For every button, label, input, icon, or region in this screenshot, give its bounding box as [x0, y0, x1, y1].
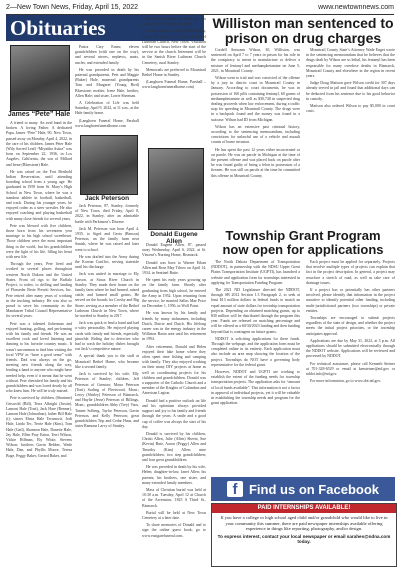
- article-paragraph: However, NDDOT and UGPTI are working to establish the extent of the funding needs for township transportation projects. The application asks for “amount of local funds available”. This information is not a factor in approval of individual projects, yet it will be valuable in establishing the township needs and program for the grant application.: [211, 370, 300, 406]
- obituary-photo-allen: [148, 148, 204, 230]
- obit-paragraph: (Langhoen Funeral Home, Parshall www.langhoenfuneralhome.com: [75, 118, 139, 128]
- obit-paragraph: Burial will be held at New Town Cemetery at a later date.: [142, 510, 206, 520]
- article-paragraph: Each project must be applied for separately. Projects that involve multiple types of projects can explain that fact in the project description. In general, a project may resurface a stretch of road, as well as take care of drainage issues.: [306, 260, 395, 285]
- obit-paragraph: Donald is survived by his children, Christi Allen, Julie (Allen) Sheets; Sue (Kevin) Bute, Aaron (Peggy) Allen and Timothy (Kim) Allen; nine grandchildren; two step grandchildren; and four great grandchildren.: [142, 431, 206, 462]
- article-paragraph: The 2021 ND Legislature directed the NDDOT, through SB 2012 Section 1.3 Paragraph 2, to seek at least $13 million dollars in federal funds to match an equal amount of state dollars for township transportation projects. Depending on obtained matching grants, up to $30 million will be distributed through the program this year. Funds are released on matching percentage and will be offered as a 60/30/2023 funding and then funding beyond that is contingent on future grants.: [211, 288, 300, 334]
- obit-paragraph: He was known by his family and friends by many nicknames, including Dutch, Dutcie and Dutch. His lifelong career was in the energy industry in the Williston Basin area until his retirement in 1994.: [142, 311, 206, 342]
- obit-paragraph: Mass of Christian burial was held at 10:30 a.m. Tuesday, April 12 at Church of the Ascension, 1825 S Third St., Bismarck.: [142, 487, 206, 508]
- obit-paragraph: Pete was blessed with five children, those born from his seventeen year marriage to his high school sweetheart. Those children were the most important thing in the world, but his grandchildren were the light of his life, filling his heart with new life.: [6, 223, 72, 260]
- facebook-icon: f: [227, 481, 243, 497]
- obituary-photo-hale: [10, 45, 70, 111]
- obituary-column-peterson-top: [75, 45, 139, 133]
- internship-ad-body: If you have a college or high school aged child and/or grandchild who would like to live in your community this summer, there are paid newspaper internships available offering experience in things like reporting, photography, and/or design.: [220, 515, 388, 532]
- obit-paragraph: To share memories of Donald and to sign the online guest book, go to www.eastgatefuneral.com.: [142, 523, 206, 538]
- obit-paragraph: A special thank you to the staff at Mountrail Bethel Home, who became like a second family.: [75, 354, 139, 369]
- obit-paragraph: He was preceded in death by his wife, Helen; daughter-in-law, Janet Allen; his parents; his brothers, one sister, and many extended family members.: [142, 465, 206, 485]
- obit-paragraph: Jack Peterson, 87, Stanley, formerly of New Town, died Friday, April 8, 2022, in Stanley, after an admirable battle with Parkinson’s Disease.: [75, 204, 139, 224]
- obit-paragraph: He was drafted into the Army during the Korean Conflict, serving stateside until his discharge.: [75, 254, 139, 270]
- article-paragraph: For more information, go to www.dot.nd.gov.: [310, 379, 382, 384]
- obit-paragraph: Through the years, Pete lived and worked in several places throughout western North Dakota and the United States. From oil rigs to the Buffalo Project, to rodeo, to drilling and landing of Flasseder Berie Prewitt Services, Inc. Pete retired after many years of working in the trucking industry. He was also so proud to serve his community as the Mandaaree Tribal Council Representative for several years.: [6, 262, 72, 319]
- obit-paragraph: Pete is survived by children, (Sharinne) Griswold (Bill), Terra Albright (Justin), Lamont Hale (Toni), Jack Hare (Renner), Lamont Hale (Johnathan), father Bill Hale (t); sisters Ehsia Hale Tecumwit, Jodi Hale, Linda Tec, Terrie Hale (Kim), Tom Hale (Gail), Shannon Hale, Danette Hale, Jay Hale, Ellen Pray Eaton, Terri Wilson, Vickie Hillman, Ely White, Stevens Wilson; brothers Gavin Bebber, Wade Hale, Dan, and Phyllis Moore, Teresa Boge, Peggy Baker, Gerard Baker, and: [6, 396, 72, 458]
- obit-paragraph: Donald Eugene Allen, 87, passed away Wednesday, April 6, 2022, at St. Vincent’s Nursing Home, Bismarck.: [142, 243, 206, 258]
- obit-paragraph: Donald had a positive outlook on life and his optimism always provided support and joy to his family and friends through the years. A smile and a good cup of coffee was always the start of his day.: [142, 398, 206, 429]
- obituary-caption-hale: James “Pete” Hale: [7, 111, 71, 118]
- article-paragraph: Applications are due by May 31, 2022, at 5 p.m. All applications should be submitted electronically through the NDDOT website. Applications will be reviewed and processed by NDDOT.: [306, 338, 395, 359]
- article-paragraph: Townships are encouraged to submit projects regardless of the state of design, and whether the project meets the initial project priorities, or the township anticipates approval.: [306, 316, 395, 336]
- section-title: Obituaries: [10, 16, 106, 40]
- article-paragraph: Mountrail County State’s Attorney Wade Enget wrote in the sentencing memorandum that he believes that the drugs dealt by Wilson are so lethal, his fentanyl has been responsible for many overdose deaths in Bismarck, Mountrail County and elsewhere in the region in recent years.: [306, 48, 395, 79]
- article-headline-township: Township Grant Program now open for applications: [222, 228, 384, 257]
- facebook-banner[interactable]: [211, 477, 395, 501]
- obit-paragraph: Pastor Cary Emeu; eleven grandchildren (with one on the way); and several nieces, nephews, aunts, uncles, and extended family.: [75, 45, 139, 65]
- obit-paragraph: Pete was a talented fisherman and enjoyed hunting, golfing, and performing with his family and friends. He was an excellent cook and loved listening and dancing to his favorite country music. It wasn’t uncommon to find him visiting the local VFW as “have a good sense” with friends. Dad was always on the go, meeting new friends along the way, lending a hand to anyone who might have needed help, even if it meant that he went without. Pete cherished his family and his grandchildren and was loved dearly by all who knew him. He will be truly missed.: [6, 321, 72, 394]
- obit-paragraph: He spent his early years growing up on the family farm. Shortly after graduating from high school, he entered the Army in 1952. Upon returning from the service, he married Sallas Mae Price on December 1, 1956, in Wolf Point.: [142, 278, 206, 309]
- internship-ad-contact: To express interest, contact your local newspaper or email sarahes@ndna.com today.: [217, 533, 391, 544]
- article-column-williston-right: [306, 48, 395, 226]
- page-date-line: 2—New Town News, Friday, April 15, 2022: [6, 4, 139, 11]
- article-column-township-left: [211, 260, 300, 474]
- obituary-caption-allen: Donald Eugene Allen: [150, 231, 198, 245]
- obit-paragraph: Memorials are preferred to Mountrail Bethel Home in Stanley.: [142, 67, 206, 78]
- internship-ad-title: PAID INTERNSHIPS AVAILABLE!: [212, 504, 396, 513]
- internship-ad: [211, 503, 397, 567]
- article-headline-williston: Williston man sentenced to prison on drug charges: [212, 15, 394, 46]
- obit-paragraph: (Langhoen Funeral Home, Parshall – www.langhoenfuneralhome.com): [142, 80, 206, 90]
- obituary-column-hale: [6, 121, 72, 565]
- obit-paragraph: After retirement, Donald and Helen enjoyed their lake home where they often spent time fishing and camping with family. They also enjoyed working on their many DIY projects at home as well as coordinating projects for his children and grandchildren. Donald was a supporter of the Catholic Church and a member of the Knights of Columbus and American Legion.: [142, 344, 206, 396]
- obituary-column-peterson: [75, 204, 139, 565]
- article-paragraph: Cordell Antwann Wilson, 30, Williston, was sentenced on April 7 to 7 years in prison for his role in the conspiracy to intent to manufacture or deliver a mixture of fentanyl and methamphetamine on June 5, 2021, in Mountrail County.: [211, 48, 300, 73]
- obit-paragraph: He was raised on the Fort Berthold Indian Reservation, until attending boarding school from a young age. He graduated in 1959 from St. Mary’s High School in New Town, where he was a standout athlete in football, basketball, and track. During his younger years, he enjoyed rodeo as a steer wrestler. He also enjoyed coaching and playing basketball with many close friends for several years.: [6, 169, 72, 221]
- article-paragraph: He has spent the past 12 years either incarcerated or on parole. He was on parole in Michigan at the time of the present offense and was placed back on parole after he was found guilty of being a felon in possession of a firearm. He was still on parole at the time he committed this offense in Mountrail County.: [211, 147, 300, 178]
- obit-paragraph: Donald was born to Warner Ethan Allen and Rose May Tilrow on April 14, 1934, in Sentinel Butte.: [142, 260, 206, 276]
- obituary-photo-peterson: [80, 135, 138, 195]
- article-paragraph: Wilson has an extensive past criminal history, according to the sentencing memorandum, including convictions for unlawful use of a vehicle and assault counts of home invasion.: [211, 124, 300, 145]
- obit-paragraph: He was preceded in death by his parents and his brother, Eugene.: [142, 17, 206, 27]
- obit-paragraph: Jack was united in marriage to Ely Larson, at Sioux River Church in Stanley. They made their home on the family farm where he had farmed, raised cattle, and farmed small grains. He served on the boards for Crosby and Big Stone, serving as a member of the Bethel Lutheran Church in New Town, where he traveled to Stanley in 2017.: [75, 272, 139, 319]
- obit-paragraph: Funeral services will be held Monday, April 18, 2022, at 2 p.m. at Bethel Lutheran Church, New Town. Visitation will be two hours before the start of the service at the church. Interment will be in the Sanish River Lutheran Church Cemetery, rural Stanley.: [142, 29, 206, 65]
- article-paragraph: The North Dakota Department of Transportation (NDDOT), in partnership with the NDSU Upper Great Plains Transportation Institute (UGPTI), has launched a website and application form for townships interested in applying for Transportation Funding Program.: [211, 260, 300, 285]
- facebook-text: Find us on Facebook: [248, 481, 379, 497]
- article-paragraph: If a project has or potentially has other partners involved, please identify that information in the project narrative to identify potential other funding, including multi-jurisdictional partners (two townships) or private entities.: [306, 288, 395, 313]
- obituary-caption-peterson: Jack Peterson: [84, 195, 130, 202]
- obit-paragraph: A friend to many. An avid hand in the broken. A loving Father. A dedicated Papa. James “Pete” Hale, 90, New Town, passed away on Monday, April 4, 2022, in the care of his children. James Peter Hale (Wily Sacred Leaf) “Miyatiha Astira” was born on September 22, 1936, in Los Angeles, California, the son of Millard and Irene (Bluestone) Hale.: [6, 121, 72, 167]
- website-line: www.newtownnews.com: [318, 4, 394, 11]
- obit-paragraph: Jack is survived by his wife, Elly Peterson of Stanley; children, Jeff Peterson of Grenora; Mona Peterson (Toni) Sorling of Fleetwood, Mont.; Leroy (Shirley) Peterson of Bismarck, and Haylie (Jesse) Peterson of Billings, Mont.; grandchildren Abby (Trey) Vaos, Tanner Solberg, Taylor Peterson, Gavin Peterson, and Kelly Peterson; great grandchildren Trip and Cedar Haus, and sister Ramona Larvy of Stanley.: [75, 372, 139, 429]
- obit-paragraph: Jack M. Peterson was born April 4, 1935, to Sigrd and Gerta (Benson) Peterson, on the family farm near Sanish, where he was raised and later went to school.: [75, 226, 139, 252]
- obituary-column-allen: [142, 243, 206, 565]
- article-paragraph: NDDOT is soliciting applications for these funds. Through the webpage, and the application form must be completed online in its entirety. Each application must also include an area map showing the location of the project. Townships do NOT have a governing body representative for the federal grant.: [211, 336, 300, 367]
- article-paragraph: Mattson also ordered Wilson to pay $5,000 in court costs.: [306, 104, 395, 114]
- article-column-township-right: [306, 260, 395, 474]
- obit-paragraph: Jack was quick to lend a hand and had a witty personality. He enjoyed playing cards with family and friends, especially pinochle. Riding due to detective who had to wash the holiday dishes brought out Jack’s competitive nature.: [75, 321, 139, 352]
- article-paragraph: Wilson went to trial and was convicted of the offense by a jury in district court in Mountrail County in January. According to court documents, he was in possession of 160 pills containing fentanyl, 60 grams of methamphetamine as well as $30,740 in suspected drug dealing proceeds when law enforcement, during a traffic stop for speeding in Mountrail County. The drugs were in a backpack found and the money was found in a suitcase. Wilson had ID from Michigan.: [211, 76, 300, 122]
- article-paragraph: Judge Doug Mattson gave Wilson credit for 307 days already served in jail and found that additional days can be deducted from his sentence due to his good behavior in custody.: [306, 81, 395, 101]
- obit-paragraph: A Celebration of Life was held Saturday, April 9, 2022, at 11 a.m., at the Hale family home.: [75, 101, 139, 116]
- obit-paragraph: He was preceded in death by his paternal grandparents, Pete and Maggie (Baker) Hale, maternal grandparents Tom and Margaret (Young Bird) Bluestone; mother, Irene Hale, brother, Allen Hale; and sister, Lorrie Sherman.: [75, 67, 139, 98]
- article-column-williston-left: [211, 48, 300, 226]
- obituary-column-peterson-cont: [142, 17, 206, 145]
- page-header: [6, 2, 394, 15]
- article-paragraph: For technical assistance, please call Kenneth Steiner at 701-328-6529 or email at kensteiner@nd.gov or nddot.info@nd.gov.: [306, 361, 395, 377]
